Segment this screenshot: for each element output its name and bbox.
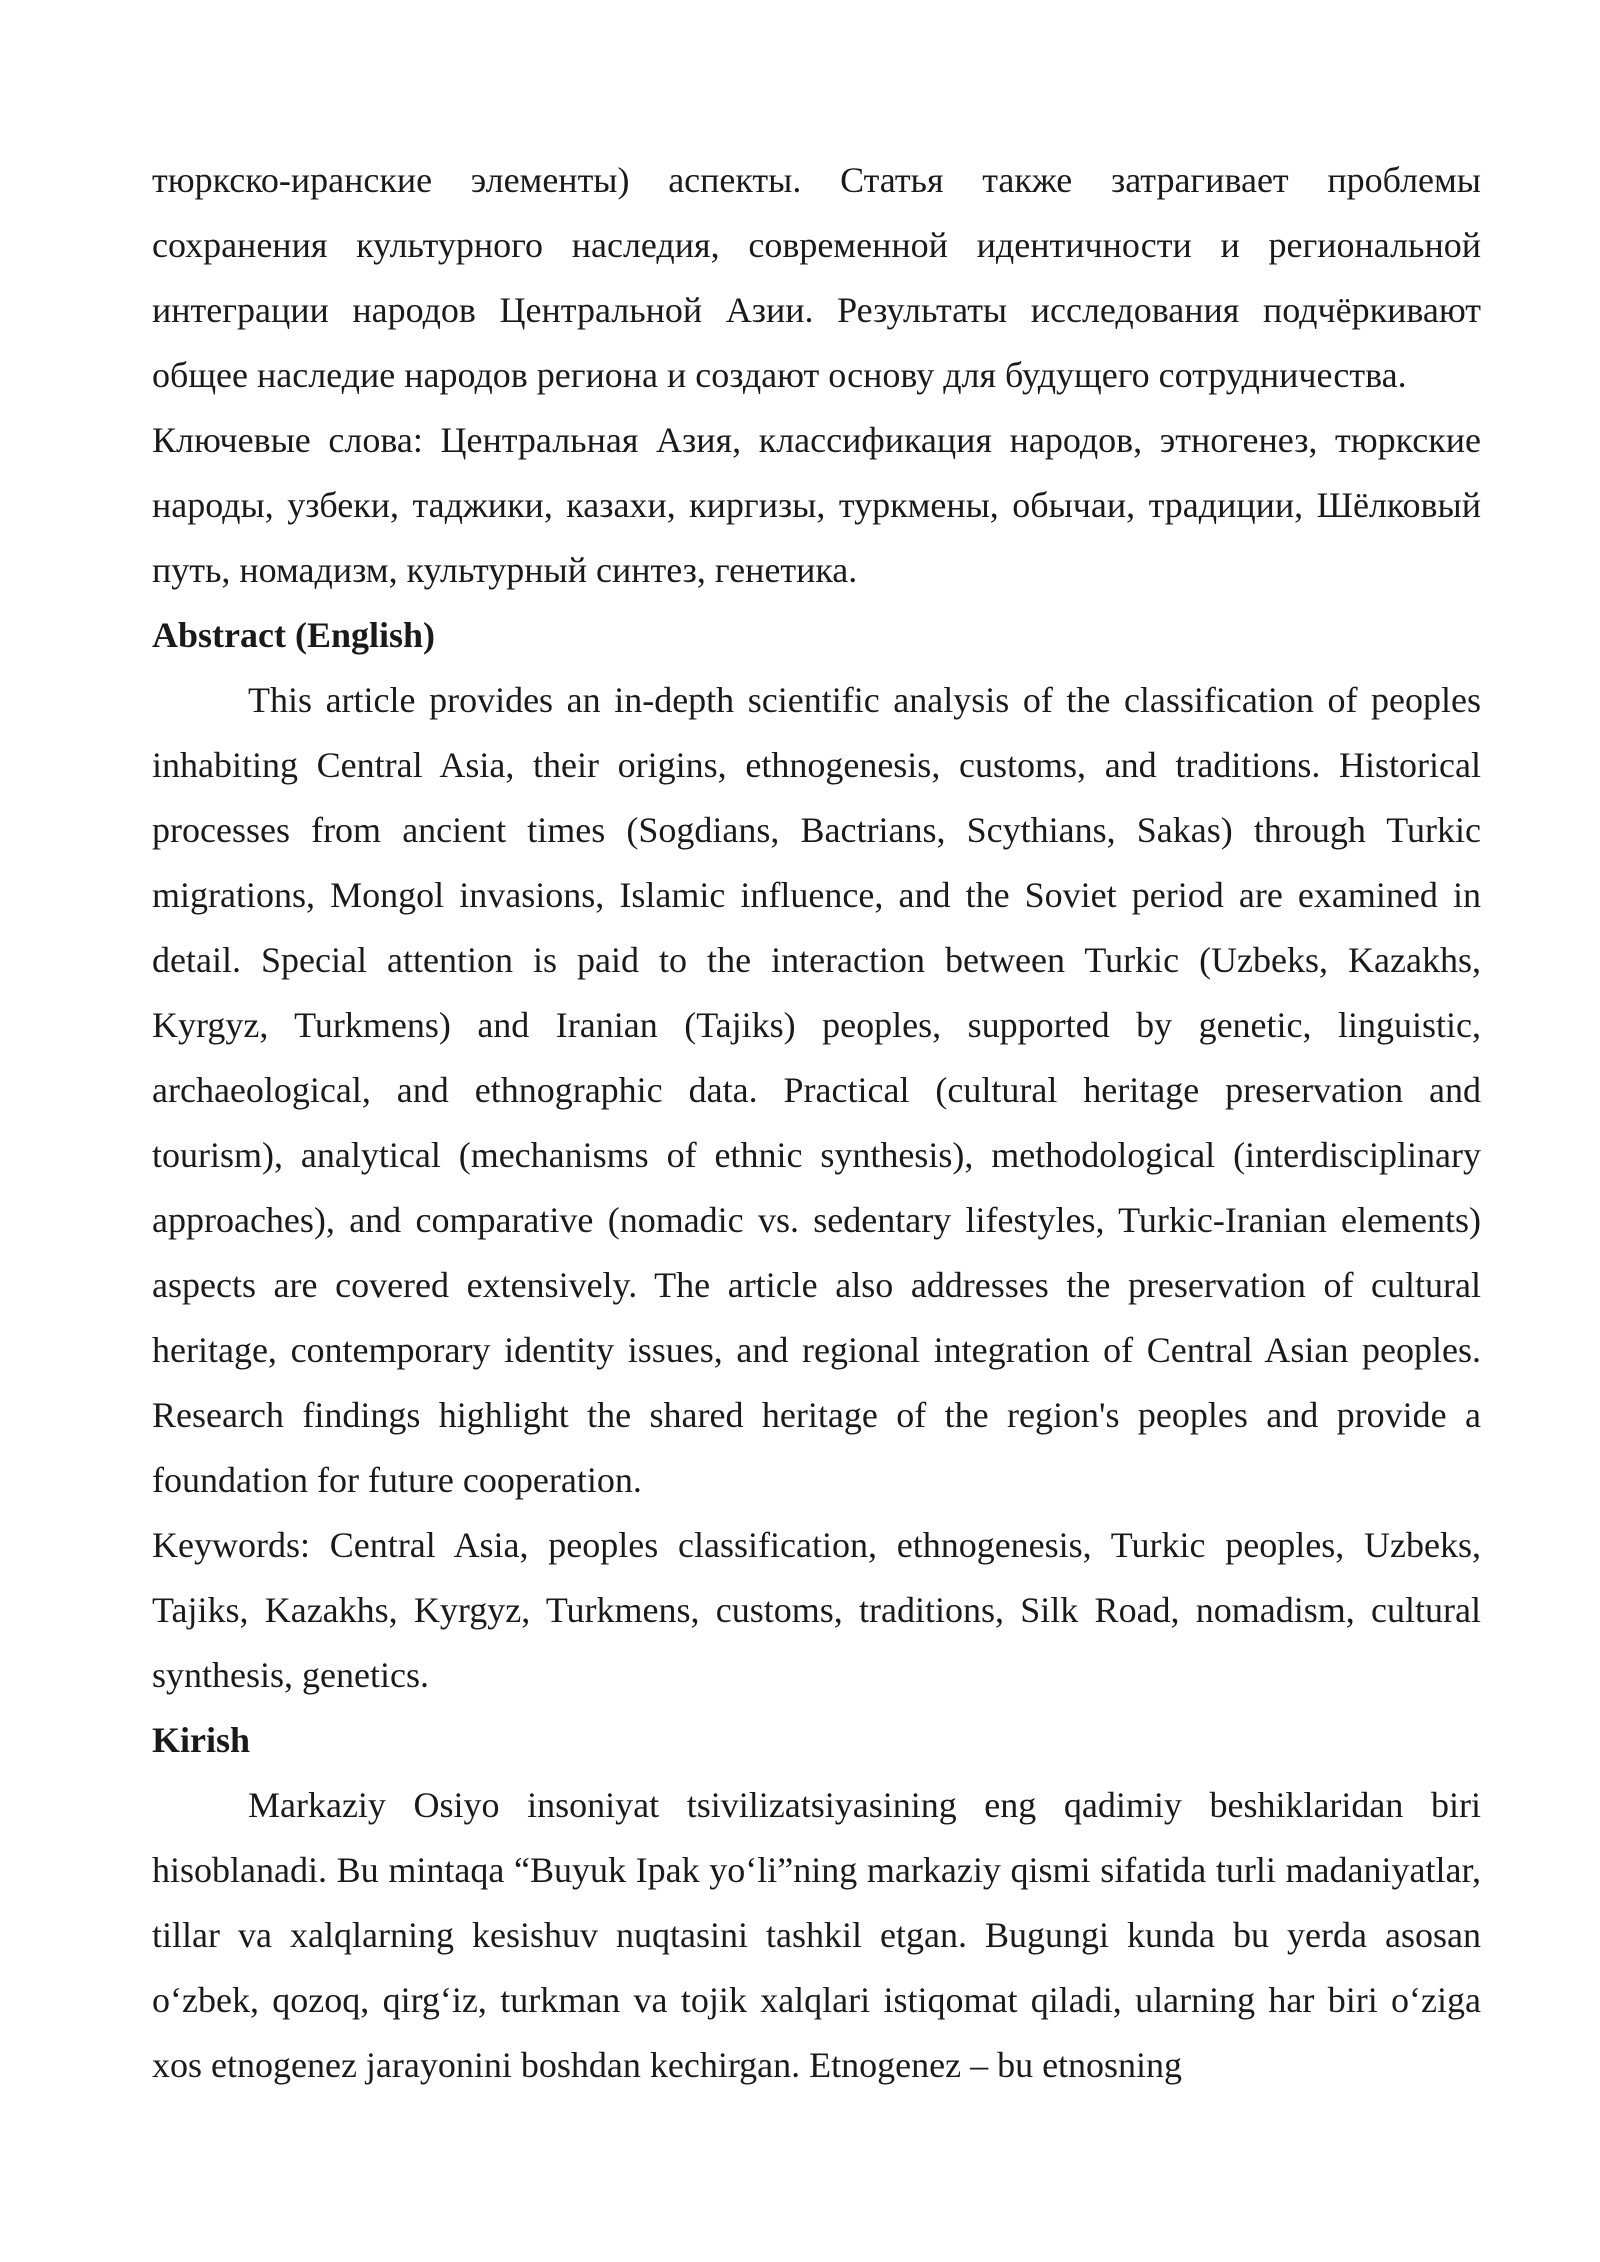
english-abstract-body: This article provides an in-depth scientific analysis of the classification of peoples inhabiting Central Asia, their origins, ethnogenesis, customs, and traditions. Historical processes from ancient times (Sogdians, Bactrians, Scythians, Sakas) through Turkic migrations, Mongol invasions, Islamic influence, and the Soviet period are examined in detail. Special attention is paid to the interaction between Turkic (Uzbeks, Kazakhs, Kyrgyz, Turkmens) and Iranian (Tajiks) peoples, supported by genetic, linguistic, archaeological, and ethnographic data. Practical (cultural heritage preservation and tourism), analytical (mechanisms of ethnic synthesis), methodological (interdisciplinary approaches), and comparative (nomadic vs. sedentary lifestyles, Turkic-Iranian elements) aspects are covered extensively. The article also addresses the preservation of cultural heritage, contemporary identity issues, and regional integration of Central Asian peoples. Research findings highlight the shared heritage of the region's peoples and provide a foundation for future cooperation. [152,680,1481,1500]
russian-keywords: Ключевые слова: Центральная Азия, классификация народов, этногенез, тюркские народы, узбеки, таджики, казахи, киргизы, туркмены, обычаи, традиции, Шёлковый путь, номадизм, культурный синтез, генетика. [152,420,1481,590]
russian-abstract-continuation: тюркско-иранские элементы) аспекты. Статья также затрагивает проблемы сохранения культурного наследия, современной идентичности и региональной интеграции народов Центральной Азии. Результаты исследования подчёркивают общее наследие народов региона и создают основу для будущего сотрудничества. [152,160,1481,395]
document-page [152,148,1481,2098]
introduction-heading: Kirish [152,1720,251,1760]
introduction-body: Markaziy Osiyo insoniyat tsivilizatsiyasining eng qadimiy beshiklaridan biri hisoblanadi. Bu mintaqa “Buyuk Ipak yo‘li”ning markaziy qismi sifatida turli madaniyatlar, tillar va xalqlarning kesishuv nuqtasini tashkil etgan. Bugungi kunda bu yerda asosan o‘zbek, qozoq, qirg‘iz, turkman va tojik xalqlari istiqomat qiladi, ularning har biri o‘ziga xos etnogenez jarayonini boshdan kechirgan. Etnogenez – bu etnosning [152,1785,1481,2085]
english-keywords: Keywords: Central Asia, peoples classification, ethnogenesis, Turkic peoples, Uzbeks, Tajiks, Kazakhs, Kyrgyz, Turkmens, customs, traditions, Silk Road, nomadism, cultural synthesis, genetics. [152,1525,1481,1695]
english-abstract-heading: Abstract (English) [152,615,436,655]
